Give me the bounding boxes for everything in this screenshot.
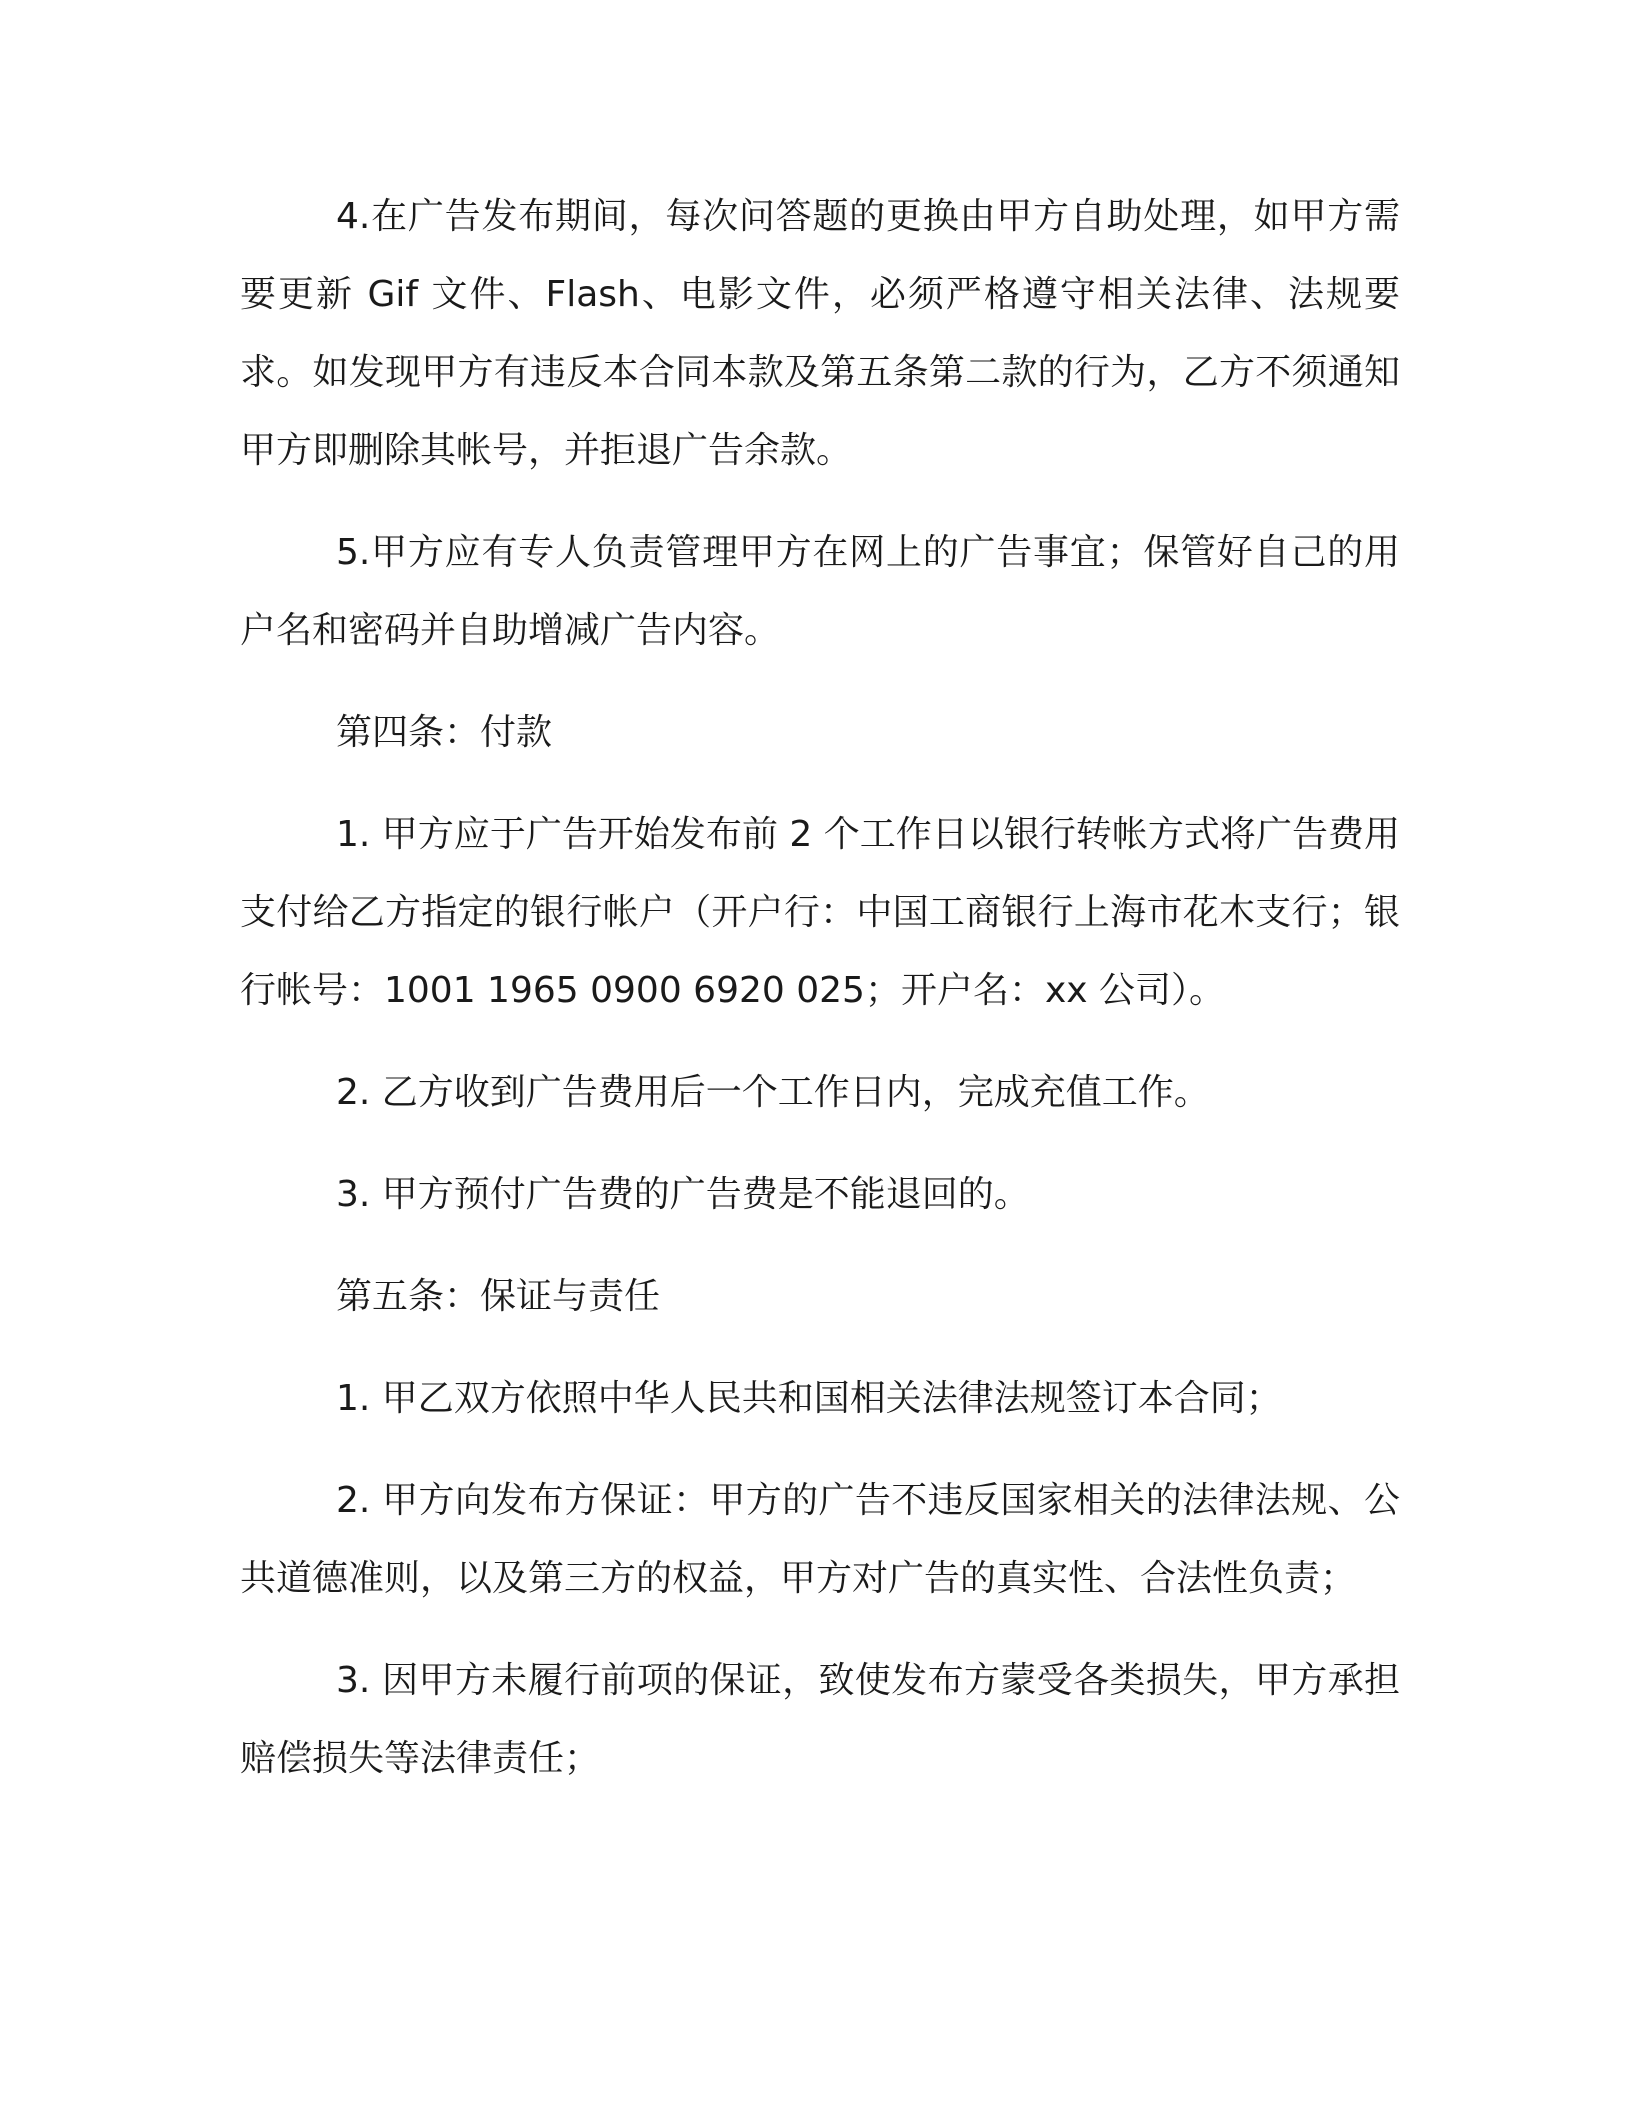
paragraph-clause-5-1: 1. 甲乙双方依照中华人民共和国相关法律法规签订本合同；	[336, 1378, 1282, 1419]
paragraph-clause-3-5: 5.甲方应有专人负责管理甲方在网上的广告事宜；保管好自己的用户名和密码并自助增减广告内容。	[240, 532, 1400, 651]
paragraph-clause-5-2: 2. 甲方向发布方保证：甲方的广告不违反国家相关的法律法规、公共道德准则，以及第三方的权益，甲方对广告的真实性、合法性负责；	[240, 1480, 1400, 1599]
document-body	[240, 178, 1400, 1822]
section-heading-article-5: 第五条：保证与责任	[336, 1276, 661, 1317]
paragraph-clause-5-3: 3. 因甲方未履行前项的保证，致使发布方蒙受各类损失，甲方承担赔偿损失等法律责任；	[240, 1660, 1400, 1779]
paragraph-clause-4-3: 3. 甲方预付广告费的广告费是不能退回的。	[336, 1174, 1030, 1215]
section-heading-article-4: 第四条：付款	[336, 712, 553, 753]
paragraph-clause-3-4: 4.在广告发布期间，每次问答题的更换由甲方自助处理，如甲方需要更新 Gif 文件、Flash、电影文件，必须严格遵守相关法律、法规要求。如发现甲方有违反本合同本款及第五条第二款的行为，乙方不须通知甲方即删除其帐号，并拒退广告余款。	[240, 196, 1400, 471]
paragraph-clause-4-2: 2. 乙方收到广告费用后一个工作日内，完成充值工作。	[336, 1072, 1210, 1113]
paragraph-clause-4-1: 1. 甲方应于广告开始发布前 2 个工作日以银行转帐方式将广告费用支付给乙方指定的银行帐户（开户行：中国工商银行上海市花木支行；银行帐号：1001 1965 0900 6920 025；开户名：xx 公司）。	[240, 814, 1400, 1011]
